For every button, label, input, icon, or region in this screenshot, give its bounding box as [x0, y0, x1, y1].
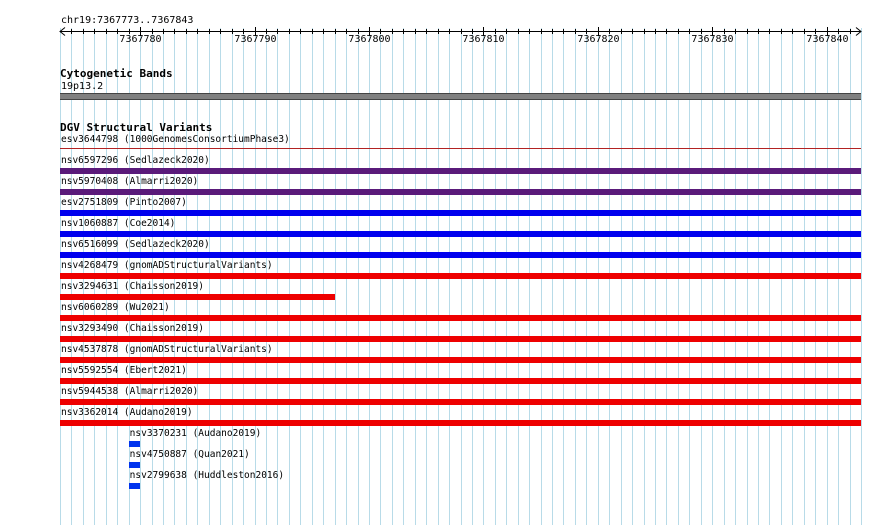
ruler-tick-label: 7367820: [577, 34, 620, 45]
dgv-feature-bar[interactable]: [60, 210, 861, 216]
dgv-feature-label[interactable]: nsv2799638 (Huddleston2016): [129, 470, 285, 481]
dgv-feature-label[interactable]: nsv6060289 (Wu2021): [61, 302, 170, 313]
dgv-feature-bar[interactable]: [60, 315, 861, 321]
dgv-feature-label[interactable]: nsv1060887 (Coe2014): [61, 218, 176, 229]
cytoband-bar[interactable]: [60, 93, 861, 100]
dgv-feature-label[interactable]: nsv4750887 (Quan2021): [129, 449, 250, 460]
dgv-feature-label[interactable]: nsv6597296 (Sedlazeck2020): [61, 155, 210, 166]
dgv-feature-label[interactable]: esv2751809 (Pinto2007): [61, 197, 187, 208]
dgv-feature-label[interactable]: nsv4268479 (gnomADStructuralVariants): [61, 260, 273, 271]
dgv-feature-label[interactable]: nsv4537878 (gnomADStructuralVariants): [61, 344, 273, 355]
dgv-feature-bar[interactable]: [129, 441, 140, 447]
ruler[interactable]: [0, 0, 890, 60]
dgv-feature-bar[interactable]: [60, 294, 335, 300]
dgv-feature-bar[interactable]: [60, 252, 861, 258]
dgv-feature-bar[interactable]: [60, 399, 861, 405]
cytoband-label: 19p13.2: [61, 81, 104, 92]
dgv-feature-bar[interactable]: [129, 483, 140, 489]
ruler-tick-label: 7367830: [691, 34, 734, 45]
dgv-feature-bar[interactable]: [60, 357, 861, 363]
dgv-feature-bar[interactable]: [60, 168, 861, 174]
dgv-feature-bar[interactable]: [60, 273, 861, 279]
dgv-feature-bar[interactable]: [60, 231, 861, 237]
dgv-feature-bar[interactable]: [60, 189, 861, 195]
dgv-feature-label[interactable]: esv3644798 (1000GenomesConsortiumPhase3): [61, 134, 290, 145]
ruler-tick-label: 7367840: [806, 34, 849, 45]
ruler-tick-label: 7367810: [462, 34, 505, 45]
dgv-feature-label[interactable]: nsv3293490 (Chaisson2019): [61, 323, 204, 334]
dgv-structural-variants-title[interactable]: DGV Structural Variants: [60, 121, 213, 134]
dgv-feature-label[interactable]: nsv6516099 (Sedlazeck2020): [61, 239, 210, 250]
dgv-feature-bar[interactable]: [60, 378, 861, 384]
ruler-tick-label: 7367800: [348, 34, 391, 45]
cytogenetic-bands-title[interactable]: Cytogenetic Bands: [60, 67, 173, 80]
dgv-feature-label[interactable]: nsv5592554 (Ebert2021): [61, 365, 187, 376]
dgv-feature-label[interactable]: nsv3294631 (Chaisson2019): [61, 281, 204, 292]
dgv-feature-label[interactable]: nsv3362014 (Audano2019): [61, 407, 193, 418]
dgv-feature-bar[interactable]: [60, 148, 861, 149]
region-label: chr19:7367773..7367843: [61, 15, 194, 26]
dgv-feature-label[interactable]: nsv3370231 (Audano2019): [129, 428, 262, 439]
dgv-feature-bar[interactable]: [129, 462, 140, 468]
dgv-feature-label[interactable]: nsv5944538 (Almarri2020): [61, 386, 199, 397]
dgv-feature-bar[interactable]: [60, 336, 861, 342]
ruler-tick-label: 7367790: [234, 34, 277, 45]
ruler-tick-label: 7367780: [119, 34, 162, 45]
dgv-feature-bar[interactable]: [60, 420, 861, 426]
dgv-feature-label[interactable]: nsv5970408 (Almarri2020): [61, 176, 199, 187]
